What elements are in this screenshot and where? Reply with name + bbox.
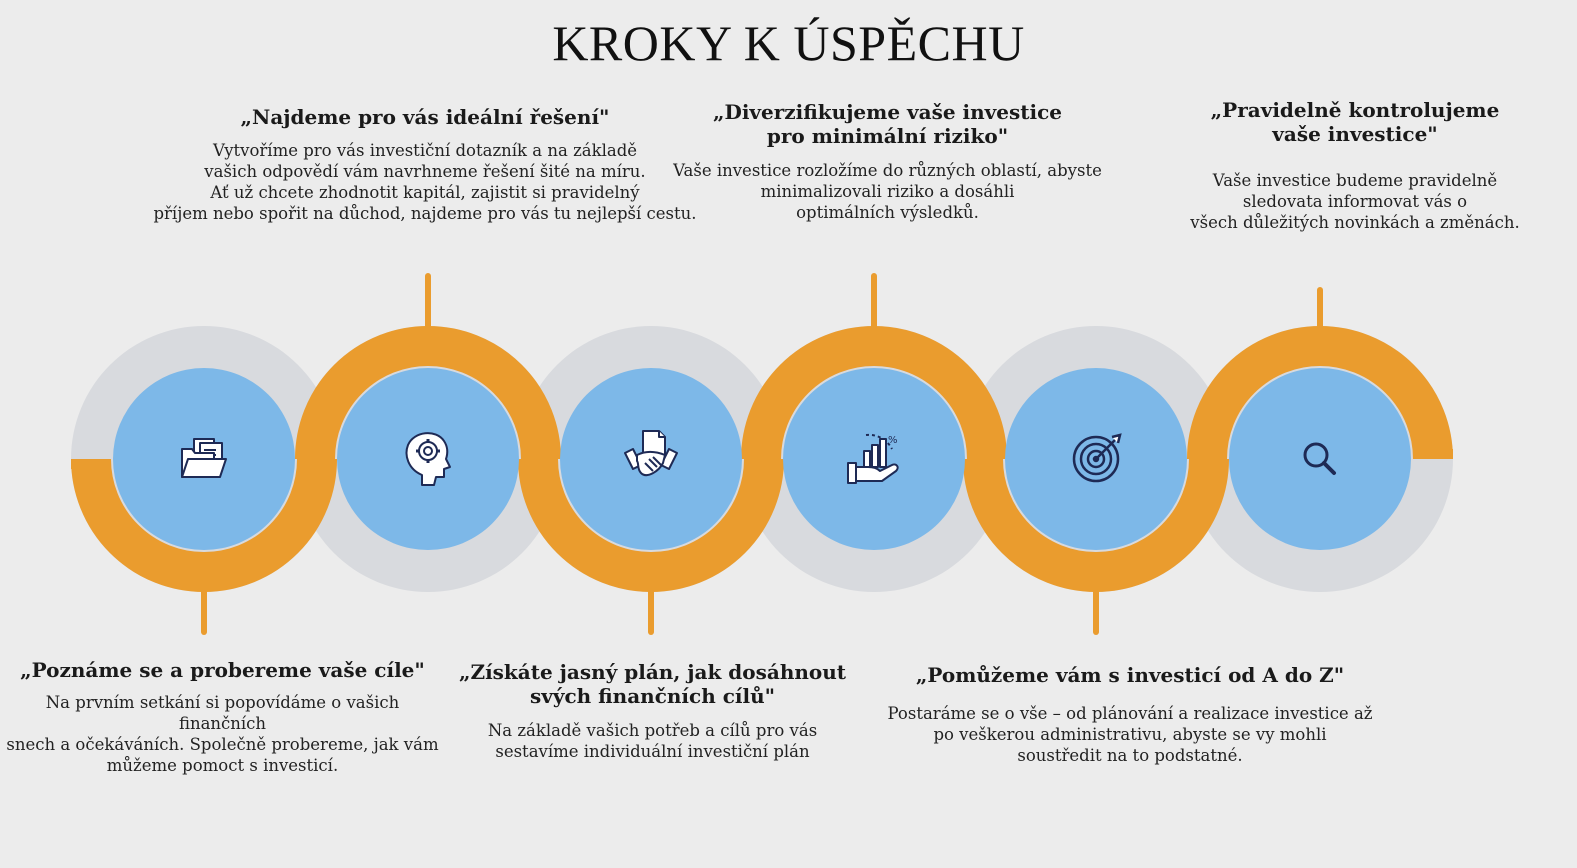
step-1	[0, 658, 445, 776]
step-5-heading: „Pomůžeme vám s investicí od A do Z"	[915, 663, 1345, 687]
step-5	[880, 663, 1380, 766]
blue-circle-6	[1229, 368, 1411, 550]
svg-text:%: %	[888, 435, 898, 446]
step-6-heading: „Pravidelně kontrolujeme vaše investice"	[1210, 98, 1500, 146]
step-6-text: Vaše investice budeme pravidelně sledovata informovat vás o všech důležitých novinkách a změnách.	[1190, 171, 1520, 232]
step-4-heading: „Diverzifikujeme vaše investice pro minimální riziko"	[712, 100, 1063, 148]
step-2	[150, 105, 700, 224]
step-4-text: Vaše investice rozložíme do různých oblastí, abyste minimalizovali riziko a dosáhli optimálních výsledků.	[673, 161, 1102, 222]
step-3	[440, 660, 865, 762]
step-6	[1150, 98, 1560, 233]
step-3-text: Na základě vašich potřeb a cílů pro vás sestavíme individuální investiční plán	[487, 721, 818, 761]
orange-cap-left	[71, 459, 111, 469]
page-title: KROKY K ÚSPĚCHU	[552, 15, 1025, 71]
step-5-text: Postaráme se o vše – od plánování a realizace investice až po veškerou administrativu, abyste se vy mohli soustředit na to podstatné.	[887, 704, 1373, 765]
step-2-text: Vytvoříme pro vás investiční dotazník a na základě vašich odpovědí vám navrhneme řešení šité na míru. Ať už chcete zhodnotit kapitál, zajistit si pravidelný příjem nebo spořit na důchod, najdeme pro vás tu nejlepší cestu.	[153, 141, 697, 223]
step-1-text: Na prvním setkání si popovídáme o vašich finančních snech a očekáváních. Společně probereme, jak vám můžeme pomoct s investicí.	[6, 693, 439, 775]
step-4	[660, 100, 1115, 223]
orange-cap-right	[1413, 449, 1453, 459]
step-2-heading: „Najdeme pro vás ideální řešení"	[240, 105, 610, 129]
step-3-heading: „Získáte jasný plán, jak dosáhnout svých finančních cílů"	[458, 660, 847, 708]
step-1-heading: „Poznáme se a probereme vaše cíle"	[20, 658, 425, 682]
